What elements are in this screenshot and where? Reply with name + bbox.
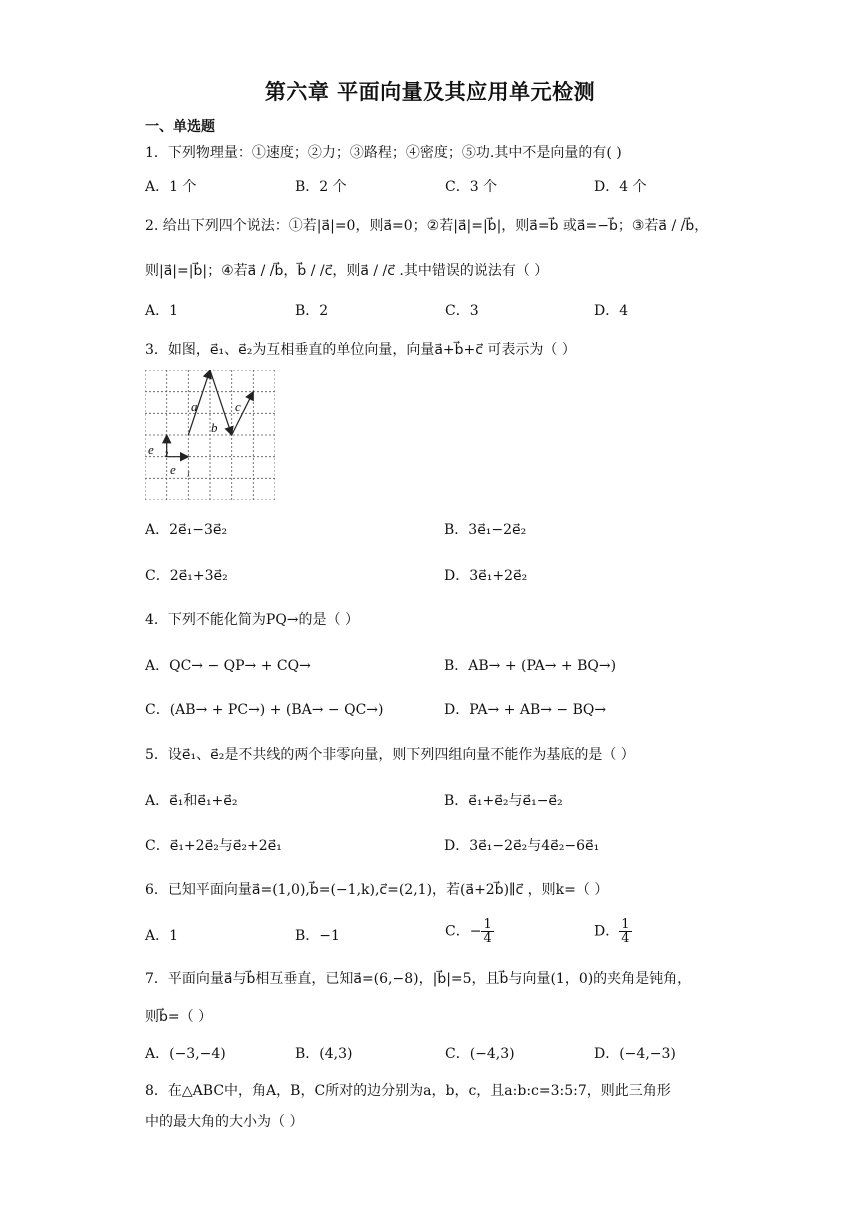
question-3-option-b: B．3e⃗₁−2e⃗₂ [444, 522, 527, 538]
question-2-option-a: A．1 [145, 303, 179, 319]
question-6-option-d [594, 918, 632, 945]
question-8-stem-line-2: 中的最大角的大小为（ ） [145, 1114, 304, 1130]
question-5-option-b: B．e⃗₁+e⃗₂与e⃗₁−e⃗₂ [444, 793, 563, 809]
vector-grid-figure [145, 370, 275, 500]
question-6-option-c [445, 918, 494, 945]
question-5-option-c: C．e⃗₁+2e⃗₂与e⃗₂+2e⃗₁ [145, 838, 282, 854]
question-6-option-c-prefix: C．− [445, 923, 482, 940]
fraction-numerator: 1 [621, 917, 630, 932]
question-4-option-a: A．QC→ − QP→ + CQ→ [145, 658, 311, 674]
question-2-option-d: D．4 [594, 303, 629, 319]
page-title: 第六章 平面向量及其应用单元检测 [264, 80, 596, 104]
question-5-stem: 5．设e⃗₁、e⃗₂是不共线的两个非零向量，则下列四组向量不能作为基底的是（ ） [145, 747, 635, 763]
question-4-option-b: B．AB→ + (PA→ + BQ→) [444, 658, 617, 674]
question-7-stem-line-1: 7．平面向量a⃗与b⃗相互垂直，已知a⃗=(6,−8)，|b⃗|=5，且b⃗与向量(1，0)的夹角是钝角， [145, 971, 692, 987]
question-1-stem: 1．下列物理量：①速度；②力；③路程；④密度；⑤功.其中不是向量的有( ) [145, 145, 622, 161]
question-1-option-c: C．3 个 [445, 179, 498, 195]
question-3-option-a: A．2e⃗₁−3e⃗₂ [145, 522, 228, 538]
label-b: b⃗ [211, 420, 228, 435]
question-6-option-b: B．−1 [295, 928, 340, 944]
question-7-stem-line-2: 则b⃗=（ ） [145, 1009, 213, 1025]
question-4-option-d: D．PA→ + AB→ − BQ→ [444, 702, 607, 718]
question-7-option-d: D．(−4,−3) [594, 1046, 676, 1062]
question-5-option-d: D．3e⃗₁−2e⃗₂与4e⃗₂−6e⃗₁ [444, 838, 600, 854]
question-3-stem: 3．如图，e⃗₁、e⃗₂为互相垂直的单位向量，向量a⃗+b⃗+c⃗ 可表示为（ ） [145, 342, 576, 358]
fraction-one-quarter-c [481, 918, 493, 945]
question-6-option-a: A．1 [145, 928, 179, 944]
question-6-option-d-prefix: D． [594, 923, 620, 940]
question-1-option-b: B．2 个 [295, 179, 347, 195]
question-7-option-a: A．(−3,−4) [145, 1046, 226, 1062]
question-7-option-b: B．(4,3) [295, 1046, 353, 1062]
fraction-denominator: 4 [483, 931, 492, 946]
question-3-option-c: C．2e⃗₁+3e⃗₂ [145, 568, 228, 584]
label-e2: e⃗₂ [148, 442, 169, 457]
question-3-option-d: D．3e⃗₁+2e⃗₂ [444, 568, 528, 584]
question-1-option-d: D．4 个 [594, 179, 647, 195]
question-8-stem-line-1: 8．在△ABC中，角A，B，C所对的边分别为a，b，c，且a:b:c=3:5:7，则此三角形 [145, 1083, 671, 1099]
question-2-stem-line-2: 则|a⃗|=|b⃗|；④若a⃗ / /b⃗，b⃗ / /c⃗，则a⃗ / /c⃗ .其中错误的说法有（ ） [145, 263, 549, 279]
question-2-option-b: B．2 [295, 303, 329, 319]
question-2-option-c: C．3 [445, 303, 479, 319]
question-1-option-a: A．1 个 [145, 179, 197, 195]
grid-lines [145, 370, 275, 500]
fraction-numerator: 1 [483, 917, 492, 932]
question-6-stem: 6．已知平面向量a⃗=(1,0),b⃗=(−1,k),c⃗=(2,1)，若(a⃗+2b⃗)∥c⃗ ，则k=（ ） [145, 882, 609, 898]
label-c: c⃗ [235, 399, 251, 414]
label-e1: e⃗₁ [170, 462, 191, 477]
question-5-option-a: A．e⃗₁和e⃗₁+e⃗₂ [145, 793, 238, 809]
question-4-option-c: C．(AB→ + PC→) + (BA→ − QC→) [145, 702, 384, 718]
fraction-denominator: 4 [621, 931, 630, 946]
fraction-one-quarter-d [619, 918, 631, 945]
section-heading: 一、单选题 [145, 119, 215, 135]
question-4-stem: 4．下列不能化简为PQ→的是（ ） [145, 612, 359, 628]
question-2-stem-line-1: 2. 给出下列四个说法：①若|a⃗|=0，则a⃗=0；②若|a⃗|=|b⃗|，则a⃗=b⃗ 或a⃗=−b⃗；③若a⃗ / /b⃗， [145, 218, 709, 234]
label-a: a⃗ [191, 399, 208, 414]
question-7-option-c: C．(−4,3) [445, 1046, 515, 1062]
